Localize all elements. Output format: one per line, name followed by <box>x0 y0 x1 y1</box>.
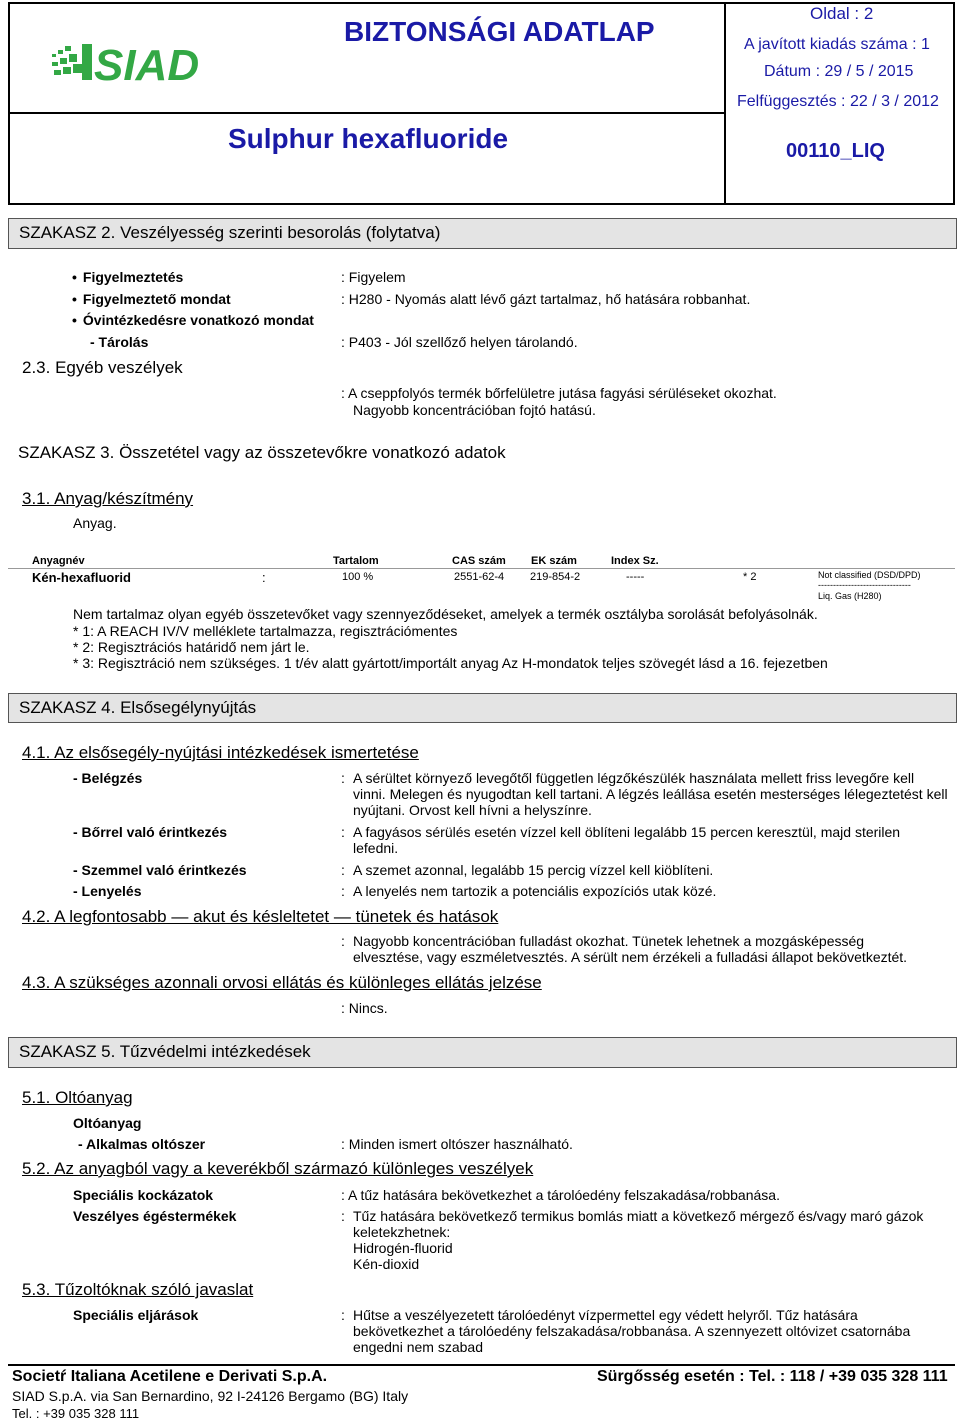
s2-row-label: - Tárolás <box>90 334 149 350</box>
issue-date: Dátum : 29 / 5 / 2015 <box>764 63 914 80</box>
table-header-rule <box>8 568 955 569</box>
first-aid-label: - Bőrrel való érintkezés <box>73 824 228 840</box>
table-header-content: Tartalom <box>333 555 379 567</box>
first-aid-text: A sérültet környező levegőtől független légzőkészülék használata mellett friss levegőre kell vinni. Melegen és nyugodtan kell tartani. A légzés leállása esetén mesterséges lélegeztetést kell nyújtani. Orvost kell hívni a helyszínre. <box>353 770 948 818</box>
component-classification: Not classified (DSD/DPD) <box>818 570 921 580</box>
special-risks-label: Speciális kockázatok <box>73 1187 214 1203</box>
table-header-cas: CAS szám <box>452 555 506 567</box>
page-number: Oldal : 2 <box>810 4 874 23</box>
footer-phone: Tel. : +39 035 328 111 <box>12 1406 140 1421</box>
first-aid-colon: : <box>341 883 345 899</box>
component-note: * 2 <box>743 571 757 583</box>
special-risks-text: : A tűz hatására bekövetkezhet a tárolóedény felszakadása/robbanása. <box>341 1187 780 1203</box>
section-4-title: SZAKASZ 4. Elsősegélynyújtás <box>8 693 957 723</box>
combustion-product-item: Hidrogén-fluorid <box>353 1240 453 1256</box>
first-aid-label: - Szemmel való érintkezés <box>73 862 247 878</box>
doc-title: BIZTONSÁGI ADATLAP <box>344 16 655 47</box>
symptoms-colon: : <box>341 933 345 949</box>
s4-subtitle: 4.1. Az elsősegély-nyújtási intézkedések ismertetése <box>22 743 419 762</box>
first-aid-colon: : <box>341 770 345 786</box>
s3-subtitle: 3.1. Anyag/készítmény <box>22 489 194 508</box>
s3-note: * 2: Regisztrációs határidő nem járt le. <box>73 639 310 655</box>
combustion-products-label: Veszélyes égéstermékek <box>73 1208 237 1224</box>
component-ek: 219-854-2 <box>530 571 581 583</box>
s4-subtitle: 4.2. A legfontosabb — akut és késleltetet — tünetek és hatások <box>22 907 499 926</box>
table-header-name: Anyagnév <box>32 555 85 567</box>
s2-other-hazards-title: 2.3. Egyéb veszélyek <box>22 358 183 377</box>
combustion-products-colon: : <box>341 1208 345 1224</box>
s3-note: * 1: A REACH IV/V melléklete tartalmazza, regisztrációmentes <box>73 623 458 639</box>
s5-subtitle: 5.1. Oltóanyag <box>22 1088 133 1107</box>
supersedes-date: Felfüggesztés : 22 / 3 / 2012 <box>737 93 939 110</box>
header-divider-horizontal <box>10 112 724 114</box>
first-aid-text: A fagyásos sérülés esetén vízzel kell öblíteni legalább 15 percen keresztül, majd sterilen lefedni. <box>353 824 901 856</box>
product-name: Sulphur hexafluoride <box>228 123 509 154</box>
component-dashes: ------------------------------- <box>818 580 911 590</box>
footer-emergency-phone: Sürgősség esetén : Tel. : 118 / +39 035 328 111 <box>597 1368 948 1385</box>
first-aid-label: - Lenyelés <box>73 883 142 899</box>
siad-logo <box>52 40 217 86</box>
s2-row-label: • Figyelmeztető mondat <box>72 291 231 307</box>
symptoms-text: Nagyobb koncentrációban fulladást okozhat. Tünetek lehetnek a mozgásképesség elvesztése, vagy eszméletvesztés. A sérült nem érzékeli a fulladási állapot bekövetkeztét. <box>353 933 908 965</box>
first-aid-text: A szemet azonnal, legalább 15 percig vízzel kell kiöblíteni. <box>353 862 714 878</box>
extinguishing-label: Oltóanyag <box>73 1115 142 1131</box>
medical-attention-text: : Nincs. <box>341 1000 388 1016</box>
extinguishing-row-text: : Minden ismert oltószer használható. <box>341 1136 573 1152</box>
component-content: 100 % <box>342 571 374 583</box>
s2-row-label: • Óvintézkedésre vonatkozó mondat <box>72 312 314 328</box>
component-name: Kén-hexafluorid <box>32 570 131 585</box>
s3-note: * 3: Regisztráció nem szükséges. 1 t/év alatt gyártott/importált anyag Az H-mondatok teljes szövegét lásd a 16. fejezetben <box>73 655 828 671</box>
s2-other-hazards-line: Nagyobb koncentrációban fojtó hatású. <box>353 402 596 418</box>
table-header-index: Index Sz. <box>611 555 659 567</box>
document-code: 00110_LIQ <box>786 140 885 162</box>
section-3-title: SZAKASZ 3. Összetétel vagy az összetevőkre vonatkozó adatok <box>18 443 506 462</box>
s5-subtitle: 5.2. Az anyagból vagy a keverékből származó különleges veszélyek <box>22 1159 534 1178</box>
first-aid-label: - Belégzés <box>73 770 143 786</box>
s5-subtitle: 5.3. Tűzoltóknak szóló javaslat <box>22 1280 254 1299</box>
footer-rule <box>8 1364 955 1366</box>
first-aid-colon: : <box>341 824 345 840</box>
component-colon: : <box>262 570 266 585</box>
section-2-title: SZAKASZ 2. Veszélyesség szerinti besorolás (folytatva) <box>8 218 957 249</box>
special-procedures-text: Hűtse a veszélyezetett tárolóedényt vízpermettel egy védett helyről. Tűz hatására bekövetkezhet a tárolóedény felszakadása/robbanása. A szennyezett oltóvizet csatornába engedni nem szabad <box>353 1307 911 1355</box>
s2-row-label: • Figyelmeztetés <box>72 269 183 285</box>
component-cas: 2551-62-4 <box>454 571 505 583</box>
component-classification: Liq. Gas (H280) <box>818 591 882 601</box>
s2-row-value: : Figyelem <box>341 269 406 285</box>
s2-row-value: : H280 - Nyomás alatt lévő gázt tartalmaz, hő hatására robbanhat. <box>341 291 751 307</box>
footer-company: Societŕ Italiana Acetilene e Derivati S.p.A. <box>12 1368 328 1385</box>
component-index: ----- <box>626 571 645 583</box>
svg-text:SIAD: SIAD <box>94 41 200 86</box>
s3-note: Nem tartalmaz olyan egyéb összetevőket vagy szennyeződéseket, amelyek a termék osztályba sorolását befolyásolnák. <box>73 606 818 622</box>
s3-substance-note: Anyag. <box>73 515 117 531</box>
combustion-product-item: Kén-dioxid <box>353 1256 420 1272</box>
footer-address: SIAD S.p.A. via San Bernardino, 92 I-24126 Bergamo (BG) Italy <box>12 1388 409 1404</box>
table-header-ek: EK szám <box>531 555 577 567</box>
extinguishing-row-label: - Alkalmas oltószer <box>78 1136 206 1152</box>
section-5-title: SZAKASZ 5. Tűzvédelmi intézkedések <box>8 1037 957 1068</box>
s2-row-value: : P403 - Jól szellőző helyen tárolandó. <box>341 334 578 350</box>
first-aid-text: A lenyelés nem tartozik a potenciális expozíciós utak közé. <box>353 883 717 899</box>
s4-subtitle: 4.3. A szükséges azonnali orvosi ellátás és különleges ellátás jelzése <box>22 973 542 992</box>
first-aid-colon: : <box>341 862 345 878</box>
s2-other-hazards-line: : A cseppfolyós termék bőrfelületre jutása fagyási sérüléseket okozhat. <box>341 385 777 401</box>
special-procedures-colon: : <box>341 1307 345 1323</box>
revision-number: A javított kiadás száma : 1 <box>744 36 930 53</box>
header-divider-vertical <box>724 4 726 203</box>
special-procedures-label: Speciális eljárások <box>73 1307 199 1323</box>
combustion-products-text: Tűz hatására bekövetkező termikus bomlás miatt a következő mérgező és/vagy maró gázok keletekzhetnek: <box>353 1208 924 1240</box>
